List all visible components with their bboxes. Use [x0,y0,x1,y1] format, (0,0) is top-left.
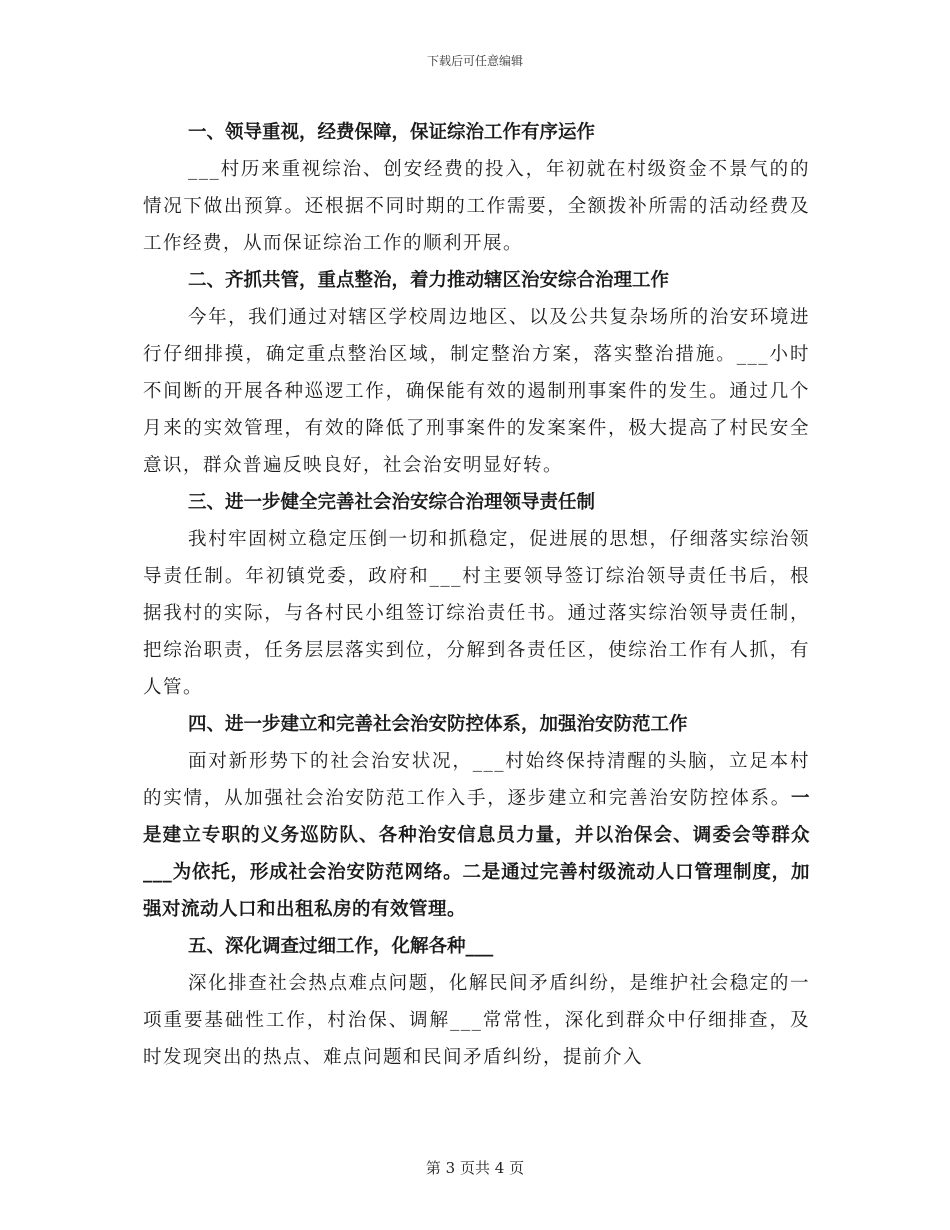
section-1-body: ___村历来重视综治、创安经费的投入，年初就在村级资金不景气的的情况下做出预算。还根据不同时期的工作需要，全额拨补所需的活动经费及工作经费，从而保证综治工作的顺利开展。 [143,159,810,254]
section-5-body: 深化排查社会热点难点问题，化解民间矛盾纠纷，是维护社会稳定的一项重要基础性工作，村治保、调解___常常性，深化到群众中仔细排查，及时发现突出的热点、难点问题和民间矛盾纠纷，提前介入 [143,973,810,1068]
section-1-heading: 一、领导重视，经费保障，保证综治工作有序运作 [188,122,596,143]
section-2-body: 今年，我们通过对辖区学校周边地区、以及公共复杂场所的治安环境进行仔细排摸，确定重点整治区域，制定整治方案，落实整治措施。___小时不间断的开展各种巡逻工作，确保能有效的遏制刑事案件的发生。通过几个月来的实效管理，有效的降低了刑事案件的发案案件，极大提高了村民安全意识，群众普遍反映良好，社会治安明显好转。 [143,307,810,476]
section-2-heading: 二、齐抓共管，重点整治，着力推动辖区治安综合治理工作 [188,270,670,291]
section-4-body [143,743,810,928]
section-4-body-bold: 一是建立专职的义务巡防队、各种治安信息员力量，并以治保会、调委会等群众___为依托，形成社会治安防范网络。二是通过完善村级流动人口管理制度，加强对流动人口和出租私房的有效管理。 [143,788,810,920]
page-number-footer: 第 3 页共 4 页 [425,1159,525,1177]
section-3-body: 我村牢固树立稳定压倒一切和抓稳定，促进展的思想，仔细落实综治领导责任制。年初镇党委，政府和___村主要领导签订综治领导责任书后，根据我村的实际，与各村民小组签订综治责任书。通过落实综治领导责任制，把综治职责，任务层层落实到位，分解到各责任区，使综治工作有人抓，有人管。 [143,529,810,698]
section-3-heading: 三、进一步健全完善社会治安综合治理领导责任制 [188,492,596,513]
section-4-body-regular: 面对新形势下的社会治安状况，___村始终保持清醒的头脑，立足本村的实情，从加强社会治安防范工作入手，逐步建立和完善治安防控体系。 [143,751,810,809]
section-4-heading: 四、进一步建立和完善社会治安防控体系，加强治安防范工作 [188,714,688,735]
section-5-heading: 五、深化调查过细工作，化解各种___ [188,936,494,957]
header-note: 下载后可任意编辑 [426,54,523,68]
document-body [143,114,810,1076]
